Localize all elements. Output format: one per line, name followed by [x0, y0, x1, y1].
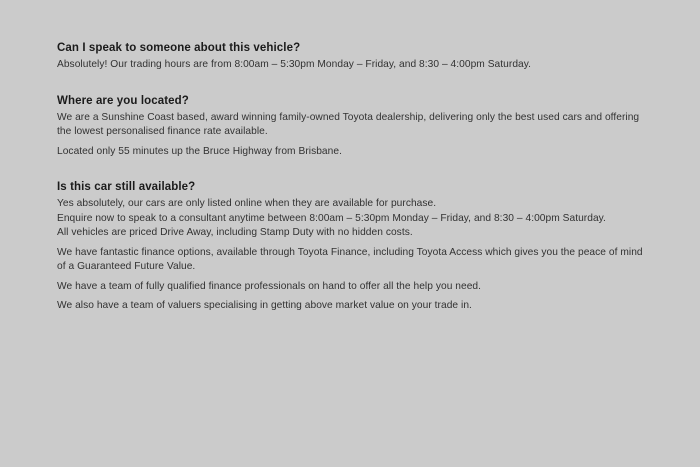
answer-line: Yes absolutely, our cars are only listed online when they are available for purchase. [57, 198, 437, 209]
faq-answer: Absolutely! Our trading hours are from 8:00am – 5:30pm Monday – Friday, and 8:30 – 4:00pm Saturday. [57, 59, 532, 70]
faq-question: Can I speak to someone about this vehicle? [57, 42, 301, 54]
faq-panel [57, 41, 645, 314]
faq-section-availability [57, 180, 645, 314]
faq-section-speak-to-someone [57, 41, 645, 73]
faq-answer: We have a team of fully qualified finance professionals on hand to offer all the help you need. [57, 280, 482, 292]
faq-section-location [57, 94, 645, 160]
answer-line: All vehicles are priced Drive Away, including Stamp Duty with no hidden costs. [57, 227, 413, 238]
answer-line: Enquire now to speak to a consultant anytime between 8:00am – 5:30pm Monday – Friday, and 8:30 – 4:00pm Saturday. [57, 212, 606, 224]
faq-answer: Located only 55 minutes up the Bruce Highway from Brisbane. [57, 145, 342, 157]
faq-answer [57, 197, 645, 241]
faq-answer: We are a Sunshine Coast based, award winning family-owned Toyota dealership, delivering only the best used cars and offering the lowest personalised finance rate available. [57, 111, 640, 137]
faq-question: Is this car still available? [57, 181, 196, 193]
faq-answer: We also have a team of valuers specialising in getting above market value on your trade in. [57, 300, 472, 311]
faq-question: Where are you located? [57, 94, 189, 107]
faq-answer: We have fantastic finance options, available through Toyota Finance, including Toyota Access which gives you the peace of mind of a Guaranteed Future Value. [57, 246, 643, 272]
